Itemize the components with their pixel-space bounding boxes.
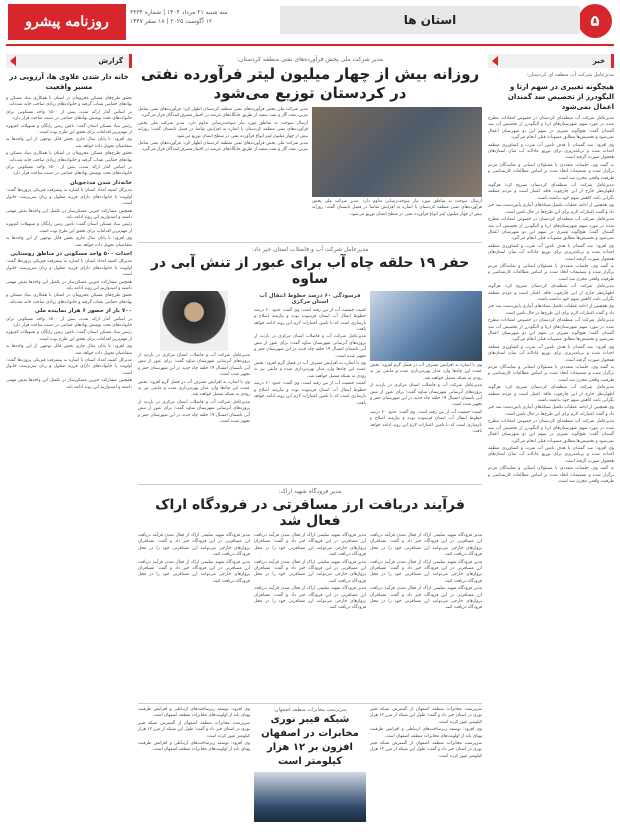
divider	[138, 703, 482, 704]
third-story-col-1	[370, 533, 482, 623]
report-tag	[6, 54, 132, 68]
date-info	[130, 8, 270, 26]
right-paragraph: مدیرعامل شرکت آب منطقه‌ای کردستان در خصوص انتقادات مطرح شده در مورد سهم شهرستان‌های ارتا و الیگودرز از تخصیص آب سد گمندان گفت: هیچ‌گونه تغییری در سهم این دو شهرستان اعمال نمی‌شود و تخصیص‌ها مطابق مصوبات قبلی انجام می‌گیرد.	[488, 419, 614, 444]
left-body	[6, 96, 132, 391]
bottom-story	[138, 700, 482, 830]
top-story	[138, 107, 482, 239]
left-subhead: ۷۰۰ بار از حضور ۶ هزار نماینده ملی	[34, 308, 132, 315]
left-paragraph: مدیرکل کمیته امداد استان با اشاره به پیشرفت فیزیکی پروژه‌ها گفت: اولویت با خانواده‌های دارای فرزند معلول و زنان سرپرست خانوار است.	[6, 358, 132, 376]
bottom-paragraph: وی افزود: توسعه زیرساخت‌های ارتباطی و افزایش ظرفیت پهنای باند از اولویت‌های مخابرات منطقه اصفهان است.	[138, 707, 250, 719]
portrait-photo	[160, 291, 227, 351]
top-story-paragraph: ارسال سوخت به مناطق مورد نیاز سوخت‌رسانی تداوم دارد. مدیر شرکت ملی پخش فرآورده‌های نفتی منطقه کردستان با اشاره به افزایش تقاضا در فصل تابستان گفت: روزانه بیش از چهار میلیون لیتر انواع فرآورده نفتی در سطح استان توزیع می‌شود.	[138, 120, 308, 139]
page-number: ۵	[578, 4, 612, 38]
left-column	[6, 54, 132, 824]
third-paragraph: مدیر فرودگاه شهید سلیمی اراک از فعال شدن فرآیند دریافت ارز مسافرتی در این فرودگاه خبر داد و گفت: مسافران پروازهای خارجی می‌توانند ارز مسافرتی خود را در محل فرودگاه دریافت کنند.	[138, 559, 250, 584]
second-paragraph: مدیرعامل شرکت آب و فاضلاب استان مرکزی در بازدید از پروژه‌های آبرسانی شهرستان ساوه گفت: برای عبور از تنش آبی تابستان امسال ۱۹ حلقه چاه جدید در این شهرستان حفر و تجهیز شده است.	[138, 399, 250, 425]
right-paragraph: وی همچنین از ادامه عملیات تکمیل شبکه‌های آبیاری پایین‌دست سد خبر داد و گفت اعتبارات لازم برای این طرح‌ها در حال تامین است.	[488, 304, 614, 316]
bottom-paragraph: وی افزود: توسعه زیرساخت‌های ارتباطی و افزایش ظرفیت پهنای باند از اولویت‌های مخابرات منطقه اصفهان است.	[370, 727, 482, 739]
right-body	[488, 116, 614, 485]
right-paragraph: وی افزود: سد گمندان با هدف تامین آب شرب و کشاورزی منطقه احداث شده و برنامه‌ریزی برای توزیع عادلانه آب میان استان‌های همجوار صورت گرفته است.	[488, 344, 614, 363]
section-title: استان ها	[280, 6, 580, 34]
second-story-col-1	[370, 291, 482, 481]
right-paragraph: مدیرعامل شرکت آب منطقه‌ای کردستان در خصوص انتقادات مطرح شده در مورد سهم شهرستان‌های ارتا و الیگودرز از تخصیص آب سد گمندان گفت: هیچ‌گونه تغییری در سهم این دو شهرستان اعمال نمی‌شود و تخصیص‌ها مطابق مصوبات قبلی انجام می‌گیرد.	[488, 217, 614, 242]
third-paragraph: مدیر فرودگاه شهید سلیمی اراک از فعال شدن فرآیند دریافت ارز مسافرتی در این فرودگاه خبر داد و گفت: مسافران پروازهای خارجی می‌توانند ارز مسافرتی خود را در محل فرودگاه دریافت کنند.	[370, 533, 482, 558]
left-paragraph: همچنین مشارکت خیرین مسکن‌ساز در تکمیل این واحدها نقش مهمی داشته و امیدواریم این روند ادامه یابد.	[6, 279, 132, 291]
tag-arrow-icon	[492, 56, 498, 66]
top-headline: روزانه بیش از چهار میلیون لیتر فرآورده نفتی در کردستان توزیع می‌شود	[140, 65, 480, 102]
left-paragraph: بر اساس آمار ارائه شده، بیش از ۱۵۰۰ واحد مسکونی برای خانواده‌های تحت پوشش نهادهای حمایتی در دست ساخت قرار دارد.	[6, 109, 132, 122]
left-paragraph: مدیرکل کمیته امداد استان با اشاره به پیشرفت فیزیکی پروژه‌ها گفت: اولویت با خانواده‌های دارای فرزند معلول و زنان سرپرست خانوار است.	[6, 188, 132, 207]
left-paragraph: بر اساس آمار ارائه شده، بیش از ۱۵۰۰ واحد مسکونی برای خانواده‌های تحت پوشش نهادهای حمایتی در دست ساخت قرار دارد.	[6, 165, 132, 177]
third-story-col-2	[254, 533, 366, 623]
third-paragraph: مدیر فرودگاه شهید سلیمی اراک از فعال شدن فرآیند دریافت ارز مسافرتی در این فرودگاه خبر داد و گفت: مسافران پروازهای خارجی می‌توانند ارز مسافرتی خود را در محل فرودگاه دریافت کنند.	[370, 559, 482, 584]
header-rule	[6, 44, 614, 46]
bottom-kicker: سرپرست مخابرات منطقه اصفهان:	[273, 707, 347, 713]
date-line-1: سه شنبه ۲۱ مرداد ۱۴۰۴ | شماره ۳۳۳۴	[130, 9, 228, 16]
left-paragraph: رئیس بنیاد مسکن استان گفت: تامین زمین رایگان و تسهیلات کم‌بهره از مهم‌ترین اقدامات برای تحقق این طرح بوده است.	[6, 123, 132, 136]
third-paragraph: مدیر فرودگاه شهید سلیمی اراک از فعال شدن فرآیند دریافت ارز مسافرتی در این فرودگاه خبر داد و گفت: مسافران پروازهای خارجی می‌توانند ارز مسافرتی خود را در محل فرودگاه دریافت کنند.	[370, 586, 482, 611]
left-paragraph: رئیس بنیاد مسکن استان گفت: تامین زمین رایگان و تسهیلات کم‌بهره از مهم‌ترین اقدامات برای تحقق این طرح بوده است.	[6, 330, 132, 342]
top-story-photo	[312, 107, 482, 197]
left-paragraph: وی افزود: تا پایان سال جاری بخش قابل توجهی از این واحدها به متقاضیان تحویل داده خواهد شد.	[6, 344, 132, 356]
right-paragraph: مدیرعامل شرکت آب منطقه‌ای کردستان تصریح کرد: هرگونه اظهارنظر خارج از این چارچوب فاقد اعتبار است و مردم منطقه نگرانی بابت کاهش سهم خود نداشته باشند.	[488, 183, 614, 201]
left-subhead: خانه‌دار شدن مددجویان	[69, 179, 132, 186]
third-kicker: مدیر فرودگاه شهید اراک:	[278, 488, 342, 495]
right-paragraph: به گفته وی، جلسات متعددی با مسئولان استانی و نمایندگان مردم برگزار شده و تصمیمات اتخاذ شده بر اساس مطالعات کارشناسی و ظرفیت واقعی مخزن سد است.	[488, 263, 614, 282]
right-paragraph: به گفته وی، جلسات متعددی با مسئولان استانی و نمایندگان مردم برگزار شده و تصمیمات اتخاذ شده بر اساس مطالعات کارشناسی و ظرفیت واقعی مخزن سد است.	[488, 365, 614, 383]
news-tag-label: خبر	[592, 57, 605, 65]
third-paragraph: مدیر فرودگاه شهید سلیمی اراک از فعال شدن فرآیند دریافت ارز مسافرتی در این فرودگاه خبر داد و گفت: مسافران پروازهای خارجی می‌توانند ارز مسافرتی خود را در محل فرودگاه دریافت کنند.	[254, 533, 366, 558]
second-story-col-3	[138, 291, 250, 481]
left-headline: خانه دار شدن علاوی ها، آرزویی در مسیر واقعیت	[9, 73, 129, 91]
right-paragraph: وی همچنین از ادامه عملیات تکمیل شبکه‌های آبیاری پایین‌دست سد خبر داد و گفت اعتبارات لازم برای این طرح‌ها در حال تامین است.	[488, 405, 614, 417]
left-paragraph: همچنین مشارکت خیرین مسکن‌ساز در تکمیل این واحدها نقش مهمی داشته و امیدواریم این روند ادامه یابد.	[6, 378, 132, 390]
right-paragraph: مدیرعامل شرکت آب منطقه‌ای کردستان در خصوص انتقادات مطرح شده در مورد سهم شهرستان‌های ارتا و الیگودرز از تخصیص آب سد گمندان گفت: هیچ‌گونه تغییری در سهم این دو شهرستان اعمال نمی‌شود و تخصیص‌ها مطابق مصوبات قبلی انجام می‌گیرد.	[488, 318, 614, 343]
masthead	[0, 0, 620, 50]
top-story-text-right	[138, 107, 308, 239]
newspaper-logo: روزنامه پیشرو	[8, 4, 126, 40]
right-headline: هیچگونه تغییری در سهم ارتا و الیگودرز از تخصیص سد گمندان اعمال نمی‌شود	[507, 83, 614, 111]
tag-arrow-icon	[10, 56, 16, 66]
left-paragraph: وی افزود: تا پایان سال جاری بخش قابل توجهی از این واحدها به متقاضیان تحویل داده خواهد شد.	[6, 137, 132, 149]
second-paragraph: کمیت جمعیت آب از بین رفته است. وی گفت: حدود ۶۰ درصد خطوط انتقال آب استان فرسوده بوده و نیازمند اصلاح و بازسازی است که با تامین اعتبارات لازم این روند ادامه خواهد یافت.	[254, 307, 366, 333]
second-paragraph: وی با اشاره به افزایش مصرف آب در فصل گرم افزود: بخش عمده این چاه‌ها وارد مدار بهره‌برداری شده و مابقی نیز به زودی به شبکه متصل خواهند شد.	[138, 379, 250, 398]
left-paragraph: رئیس بنیاد مسکن استان گفت: تامین زمین رایگان و تسهیلات کم‌بهره از مهم‌ترین اقدامات برای تحقق این طرح بوده است.	[6, 222, 132, 234]
second-paragraph: وی با اشاره به افزایش مصرف آب در فصل گرم افزود: بخش عمده این چاه‌ها وارد مدار بهره‌برداری شده و مابقی نیز به زودی به شبکه متصل خواهند شد.	[370, 363, 482, 381]
left-paragraph: همچنین مشارکت خیرین مسکن‌ساز در تکمیل این واحدها نقش مهمی داشته و امیدواریم این روند ادامه یابد.	[6, 208, 132, 220]
bottom-paragraph: وی افزود: توسعه زیرساخت‌های ارتباطی و افزایش ظرفیت پهنای باند از اولویت‌های مخابرات منطقه اصفهان است.	[138, 741, 250, 753]
divider	[138, 242, 482, 243]
left-paragraph: تحقق طرح‌های مسکن محرومان در استان با همکاری بنیاد مسکن و نهادهای حمایتی شتاب گرفته و خانواده‌های زیادی صاحب خانه شده‌اند.	[6, 151, 132, 163]
right-column	[488, 54, 614, 824]
right-paragraph: وی افزود: سد گمندان با هدف تامین آب شرب و کشاورزی منطقه احداث شده و برنامه‌ریزی برای توزیع عادلانه آب میان استان‌های همجوار صورت گرفته است.	[488, 142, 614, 161]
left-paragraph: تحقق طرح‌های مسکن محرومان در استان با همکاری بنیاد مسکن و نهادهای حمایتی شتاب گرفته و خانواده‌های زیادی صاحب خانه شده‌اند.	[6, 293, 132, 305]
second-paragraph: مدیرعامل شرکت آب و فاضلاب استان مرکزی در بازدید از پروژه‌های آبرسانی شهرستان ساوه گفت: برای عبور از تنش آبی تابستان امسال ۱۹ حلقه چاه جدید در این شهرستان حفر و تجهیز شده است.	[138, 353, 250, 378]
second-story-photo	[370, 291, 482, 361]
right-kicker: مدیرعامل شرکت آب منطقه ای کردستان:	[526, 72, 614, 78]
right-paragraph: وی افزود: سد گمندان با هدف تامین آب شرب و کشاورزی منطقه احداث شده و برنامه‌ریزی برای توزیع عادلانه آب میان استان‌های همجوار صورت گرفته است.	[488, 243, 614, 262]
bottom-text-right	[370, 707, 482, 822]
second-story-col-2	[254, 291, 366, 481]
third-paragraph: مدیر فرودگاه شهید سلیمی اراک از فعال شدن فرآیند دریافت ارز مسافرتی در این فرودگاه خبر داد و گفت: مسافران پروازهای خارجی می‌توانند ارز مسافرتی خود را در محل فرودگاه دریافت کنند.	[254, 586, 366, 611]
second-paragraph: مدیرعامل شرکت آب و فاضلاب استان مرکزی در بازدید از پروژه‌های آبرسانی شهرستان ساوه گفت: برای عبور از تنش آبی تابستان امسال ۱۹ حلقه چاه جدید در این شهرستان حفر و تجهیز شده است.	[254, 334, 366, 359]
second-story	[138, 291, 482, 481]
second-paragraph: وی با اشاره به افزایش مصرف آب در فصل گرم افزود: بخش عمده این چاه‌ها وارد مدار بهره‌برداری شده و مابقی نیز به زودی به شبکه متصل خواهند شد.	[254, 361, 366, 379]
bottom-center	[254, 707, 366, 822]
bottom-paragraph: سرپرست مخابرات منطقه اصفهان از گسترش شبکه فیبر نوری در استان خبر داد و گفت: طول این شبکه از مرز ۱۲ هزار کیلومتر عبور کرده است.	[370, 707, 482, 725]
report-tag-label: گزارش	[98, 57, 123, 65]
interview-title: فرسودگی ۶۰ درصد خطوط انتقال آب استان مرکزی	[259, 293, 361, 306]
right-paragraph: مدیرعامل شرکت آب منطقه‌ای کردستان تصریح کرد: هرگونه اظهارنظر خارج از این چارچوب فاقد اعتبار است و مردم منطقه نگرانی بابت کاهش سهم خود نداشته باشند.	[488, 385, 614, 404]
right-paragraph: به گفته وی، جلسات متعددی با مسئولان استانی و نمایندگان مردم برگزار شده و تصمیمات اتخاذ شده بر اساس مطالعات کارشناسی و ظرفیت واقعی مخزن سد است.	[488, 466, 614, 484]
bottom-paragraph: سرپرست مخابرات منطقه اصفهان از گسترش شبکه فیبر نوری در استان خبر داد و گفت: طول این شبکه از مرز ۱۲ هزار کیلومتر عبور کرده است.	[138, 720, 250, 739]
right-paragraph: مدیرعامل شرکت آب منطقه‌ای کردستان در خصوص انتقادات مطرح شده در مورد سهم شهرستان‌های ارتا و الیگودرز از تخصیص آب سد گمندان گفت: هیچ‌گونه تغییری در سهم این دو شهرستان اعمال نمی‌شود و تخصیص‌ها مطابق مصوبات قبلی انجام می‌گیرد.	[488, 116, 614, 141]
third-paragraph: مدیر فرودگاه شهید سلیمی اراک از فعال شدن فرآیند دریافت ارز مسافرتی در این فرودگاه خبر داد و گفت: مسافران پروازهای خارجی می‌توانند ارز مسافرتی خود را در محل فرودگاه دریافت کنند.	[138, 533, 250, 558]
third-paragraph: مدیر فرودگاه شهید سلیمی اراک از فعال شدن فرآیند دریافت ارز مسافرتی در این فرودگاه خبر داد و گفت: مسافران پروازهای خارجی می‌توانند ارز مسافرتی خود را در محل فرودگاه دریافت کنند.	[254, 559, 366, 584]
top-story-photo-block	[312, 107, 482, 239]
third-story-col-3	[138, 533, 250, 623]
second-paragraph: مدیرعامل شرکت آب و فاضلاب استان مرکزی در بازدید از پروژه‌های آبرسانی شهرستان ساوه گفت: برای عبور از تنش آبی تابستان امسال ۱۹ حلقه چاه جدید در این شهرستان حفر و تجهیز شده است.	[370, 383, 482, 408]
right-paragraph: مدیرعامل شرکت آب منطقه‌ای کردستان تصریح کرد: هرگونه اظهارنظر خارج از این چارچوب فاقد اعتبار است و مردم منطقه نگرانی بابت کاهش سهم خود نداشته باشند.	[488, 284, 614, 302]
right-paragraph: وی افزود: سد گمندان با هدف تامین آب شرب و کشاورزی منطقه احداث شده و برنامه‌ریزی برای توزیع عادلانه آب میان استان‌های همجوار صورت گرفته است.	[488, 445, 614, 464]
top-story-paragraph: مدیر شرکت ملی پخش فرآورده‌های نفتی منطقه کردستان اظهار کرد: فرآورده‌های نفتی شامل بنزین، نفت گاز و نفت سفید از طریق جایگاه‌های عرضه در اختیار مصرف‌کنندگان قرار می‌گیرد.	[138, 141, 308, 153]
right-paragraph: به گفته وی، جلسات متعددی با مسئولان استانی و نمایندگان مردم برگزار شده و تصمیمات اتخاذ شده بر اساس مطالعات کارشناسی و ظرفیت واقعی مخزن سد است.	[488, 162, 614, 181]
bottom-story-body	[138, 707, 482, 822]
right-paragraph: وی همچنین از ادامه عملیات تکمیل شبکه‌های آبیاری پایین‌دست سد خبر داد و گفت اعتبارات لازم برای این طرح‌ها در حال تامین است.	[488, 203, 614, 215]
left-paragraph: مدیرکل کمیته امداد استان با اشاره به پیشرفت فیزیکی پروژه‌ها گفت: اولویت با خانواده‌های دارای فرزند معلول و زنان سرپرست خانوار است.	[6, 259, 132, 278]
bottom-text-left	[138, 707, 250, 822]
middle-column	[138, 54, 482, 623]
second-paragraph: کمیت جمعیت آب از بین رفته است. وی گفت: حدود ۶۰ درصد خطوط انتقال آب استان فرسوده بوده و نیازمند اصلاح و بازسازی است که با تامین اعتبارات لازم این روند ادامه خواهد یافت.	[370, 409, 482, 435]
top-story-paragraph: مدیر شرکت ملی پخش فرآورده‌های نفتی منطقه کردستان اظهار کرد: فرآورده‌های نفتی شامل بنزین، نفت گاز و نفت سفید از طریق جایگاه‌های عرضه در اختیار مصرف‌کنندگان قرار می‌گیرد.	[138, 107, 308, 119]
third-story	[138, 533, 482, 623]
news-tag	[488, 54, 614, 68]
third-headline: فرآیند دریافت ارز مسافرتی در فرودگاه اراک فعال شد	[155, 497, 465, 529]
top-story-text-left: ارسال سوخت به مناطق مورد نیاز سوخت‌رسانی تداوم دارد. مدیر شرکت ملی پخش فرآورده‌های نفتی منطقه کردستان با اشاره به افزایش تقاضا در فصل تابستان گفت: روزانه بیش از چهار میلیون لیتر انواع فرآورده نفتی در سطح استان توزیع می‌شود.	[312, 199, 482, 217]
second-kicker: مدیرعامل شرکت آب و فاضلاب استان خبر داد:	[251, 246, 369, 253]
second-paragraph: کمیت جمعیت آب از بین رفته است. وی گفت: حدود ۶۰ درصد خطوط انتقال آب استان فرسوده بوده و نیازمند اصلاح و بازسازی است که با تامین اعتبارات لازم این روند ادامه خواهد یافت.	[254, 381, 366, 406]
left-subhead: احداث ۵۰۰ واحد مسکونی در مناطق روستایی	[10, 250, 132, 257]
bottom-photo	[254, 772, 366, 822]
divider	[138, 484, 482, 485]
top-kicker: مدیر شرکت ملی پخش فرآورده‌های نفتی منطقه کردستان:	[237, 56, 383, 63]
left-paragraph: تحقق طرح‌های مسکن محرومان در استان با همکاری بنیاد مسکن و نهادهای حمایتی شتاب گرفته و خانواده‌های زیادی صاحب خانه شده‌اند.	[6, 96, 132, 108]
bottom-paragraph: سرپرست مخابرات منطقه اصفهان از گسترش شبکه فیبر نوری در استان خبر داد و گفت: طول این شبکه از مرز ۱۲ هزار کیلومتر عبور کرده است.	[370, 741, 482, 759]
date-line-2: ۱۲ آگوست ۲۰۲۵ | ۱۸ صفر ۱۴۴۷	[130, 18, 213, 25]
left-paragraph: بر اساس آمار ارائه شده، بیش از ۱۵۰۰ واحد مسکونی برای خانواده‌های تحت پوشش نهادهای حمایتی در دست ساخت قرار دارد.	[6, 316, 132, 328]
second-headline: حفر ۱۹ حلقه چاه آب برای عبور از تنش آبی در ساوه	[150, 255, 470, 287]
bottom-headline: شبکه فیبر نوری مخابرات در اصفهان افزون بر ۱۲ هزار کیلومتر است	[261, 714, 359, 767]
left-paragraph: وی افزود: تا پایان سال جاری بخش قابل توجهی از این واحدها به متقاضیان تحویل داده خواهد شد.	[6, 236, 132, 248]
